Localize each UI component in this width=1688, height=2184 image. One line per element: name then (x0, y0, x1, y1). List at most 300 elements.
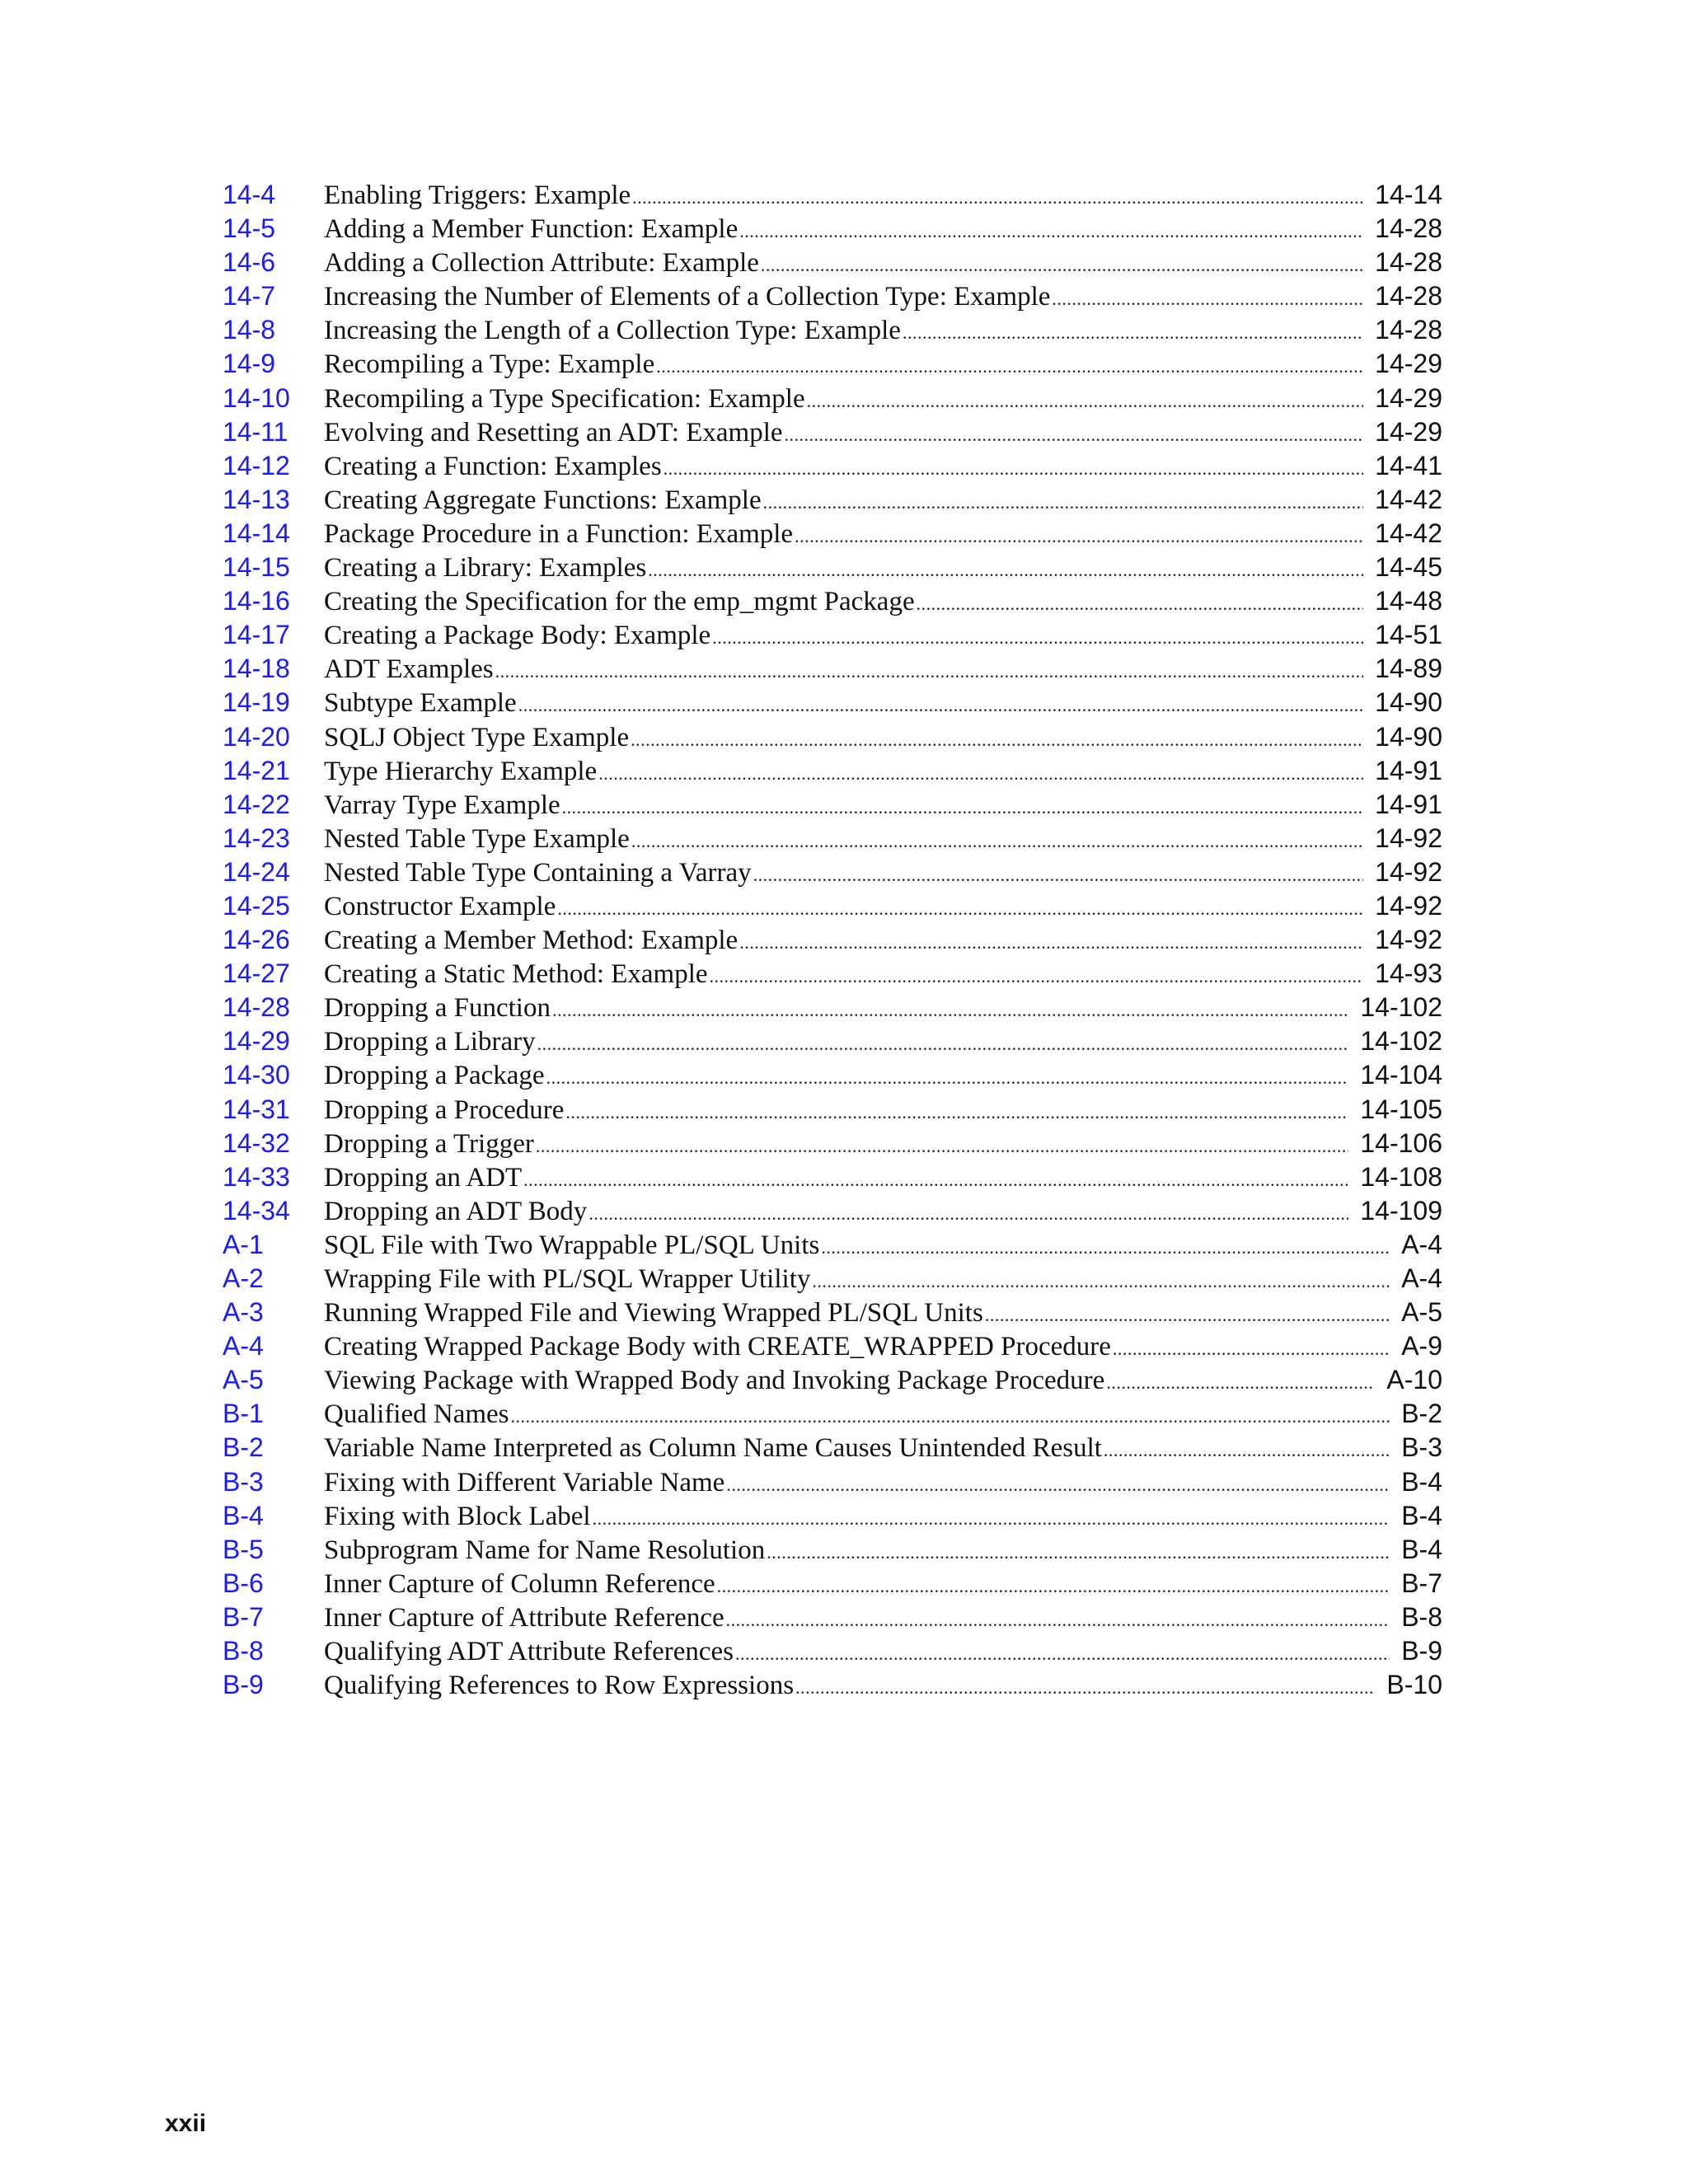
page-reference: B-4 (1401, 1500, 1442, 1530)
page-reference: 14-29 (1375, 382, 1442, 413)
dot-leader (598, 757, 1363, 790)
toc-entry-row (324, 483, 1442, 519)
example-number-link[interactable]: A-4 (223, 1331, 264, 1361)
example-number-link[interactable]: 14-19 (223, 687, 290, 718)
example-title: Qualifying ADT Attribute References (324, 1637, 734, 1667)
page-reference: A-4 (1401, 1263, 1442, 1293)
example-number-link[interactable]: A-3 (223, 1297, 264, 1328)
example-number-link[interactable]: 14-26 (223, 925, 290, 955)
example-title: Evolving and Resetting an ADT: Example (324, 417, 783, 448)
dot-leader (1113, 1332, 1390, 1366)
toc-entry-row (324, 1465, 1442, 1502)
dot-leader (985, 1298, 1390, 1332)
toc-entry-row (324, 889, 1442, 926)
example-number-link[interactable]: 14-28 (223, 992, 290, 1023)
example-title: Recompiling a Type Specification: Example (324, 383, 805, 414)
toc-entry (223, 1499, 1442, 1533)
example-title: Creating a Static Method: Example (324, 959, 708, 990)
dot-leader (917, 587, 1364, 621)
toc-entry-row (324, 313, 1442, 349)
toc-entry-row (324, 991, 1442, 1027)
toc-entry-link[interactable] (324, 1262, 1442, 1298)
example-number-link[interactable]: 14-27 (223, 958, 290, 989)
page-reference: 14-29 (1375, 416, 1442, 447)
page-reference: B-9 (1401, 1636, 1442, 1666)
page-reference: 14-14 (1375, 180, 1442, 209)
toc-entry (223, 382, 1442, 415)
page-reference: 14-92 (1375, 856, 1442, 887)
page-reference: 14-90 (1375, 721, 1442, 752)
example-title: Dropping an ADT (324, 1162, 523, 1193)
toc-entry-link[interactable] (324, 1465, 1442, 1502)
toc-entry-row (324, 1363, 1442, 1399)
page-reference: B-10 (1386, 1670, 1442, 1700)
toc-entry (223, 618, 1442, 652)
dot-leader (1106, 1366, 1375, 1399)
dot-leader (557, 892, 1363, 926)
toc-entry-row (324, 1160, 1442, 1197)
dot-leader (593, 1502, 1390, 1535)
toc-entry-row (324, 212, 1442, 248)
toc-entry-link[interactable] (324, 246, 1442, 282)
page-reference: 14-28 (1375, 281, 1442, 312)
example-number-link[interactable]: 14-14 (223, 518, 290, 548)
toc-entry-link[interactable] (324, 889, 1442, 926)
toc-entry-link[interactable] (324, 347, 1442, 383)
page-reference: A-5 (1401, 1297, 1442, 1328)
toc-entry-row (324, 1431, 1442, 1467)
page-reference: 14-92 (1375, 890, 1442, 921)
dot-leader (1104, 1433, 1390, 1467)
example-number-link[interactable]: 14-20 (223, 721, 290, 752)
toc-entry-link[interactable] (324, 1601, 1442, 1637)
example-number-link[interactable]: 14-22 (223, 789, 290, 819)
example-title: Creating a Member Method: Example (324, 926, 738, 956)
example-number-link[interactable]: 14-6 (223, 247, 276, 278)
example-number-link[interactable]: B-6 (223, 1568, 264, 1598)
example-title: Increasing the Length of a Collection Type: Example (324, 316, 901, 346)
toc-entry-link[interactable] (324, 1431, 1442, 1467)
toc-entry (223, 855, 1442, 889)
toc-entry-row (324, 347, 1442, 383)
toc-entry (223, 178, 1442, 212)
toc-entry (223, 822, 1442, 855)
example-number-link[interactable]: 14-5 (223, 213, 276, 244)
toc-entry (223, 991, 1442, 1024)
toc-entry (223, 686, 1442, 719)
toc-entry-link[interactable] (324, 991, 1442, 1027)
example-title: Varray Type Example (324, 790, 560, 820)
page-reference: 14-106 (1360, 1127, 1442, 1158)
example-number-link[interactable]: B-3 (223, 1466, 264, 1497)
dot-leader (726, 1603, 1390, 1637)
example-number-link[interactable]: B-7 (223, 1601, 264, 1632)
page-reference: 14-42 (1375, 518, 1442, 548)
toc-entry (223, 1601, 1442, 1634)
example-title: Variable Name Interpreted as Column Name Causes Unintended Result (324, 1433, 1102, 1464)
toc-entry (223, 754, 1442, 788)
example-number-link[interactable]: 14-16 (223, 586, 290, 616)
example-title: Package Procedure in a Function: Example (324, 518, 794, 549)
example-title: SQLJ Object Type Example (324, 722, 630, 752)
example-title: Adding a Member Function: Example (324, 214, 738, 245)
example-title: Inner Capture of Attribute Reference (324, 1602, 724, 1633)
example-number-link[interactable]: 14-7 (223, 281, 276, 312)
page-reference: 14-104 (1360, 1060, 1442, 1090)
dot-leader (785, 418, 1364, 452)
toc-entry-row (324, 246, 1442, 282)
toc-entry (223, 449, 1442, 483)
toc-entry (223, 957, 1442, 991)
toc-entry-link[interactable] (324, 313, 1442, 349)
toc-entry-link[interactable] (324, 754, 1442, 790)
example-title: Viewing Package with Wrapped Body and Invoking Package Procedure (324, 1366, 1105, 1396)
toc-entry-row (324, 382, 1442, 418)
dot-leader (562, 790, 1364, 824)
toc-entry-link[interactable] (324, 720, 1442, 757)
toc-entry-link[interactable] (324, 1533, 1442, 1569)
toc-entry-link[interactable] (324, 1093, 1442, 1129)
toc-entry-row (324, 1668, 1442, 1704)
page-reference: 14-29 (1375, 349, 1442, 379)
example-title: Dropping a Function (324, 993, 551, 1024)
toc-entry-link[interactable] (324, 279, 1442, 316)
page-reference: B-7 (1401, 1568, 1442, 1598)
example-number-link[interactable]: A-1 (223, 1229, 264, 1259)
page-reference: 14-109 (1360, 1195, 1442, 1226)
toc-entry (223, 212, 1442, 246)
page-reference: A-9 (1401, 1331, 1442, 1361)
example-title: Subtype Example (324, 688, 517, 719)
example-title: Wrapping File with PL/SQL Wrapper Utility (324, 1264, 811, 1294)
example-title: Adding a Collection Attribute: Example (324, 248, 759, 279)
page-reference: 14-45 (1375, 552, 1442, 583)
toc-list (223, 178, 1442, 1702)
example-number-link[interactable]: B-5 (223, 1534, 264, 1564)
page-reference: 14-92 (1375, 925, 1442, 955)
page-reference: 14-102 (1360, 992, 1442, 1023)
dot-leader (648, 553, 1363, 587)
toc-entry-link[interactable] (324, 1634, 1442, 1671)
toc-entry-link[interactable] (324, 1329, 1442, 1366)
example-number-link[interactable]: B-1 (223, 1399, 264, 1429)
toc-entry-row (324, 279, 1442, 316)
toc-entry (223, 1296, 1442, 1329)
example-title: Qualified Names (324, 1399, 509, 1430)
toc-entry-link[interactable] (324, 178, 1442, 214)
toc-entry-row (324, 1127, 1442, 1163)
page-reference: A-10 (1386, 1365, 1442, 1395)
dot-leader (631, 824, 1363, 858)
toc-entry-row (324, 1397, 1442, 1433)
toc-entry (223, 1024, 1442, 1058)
toc-entry (223, 1533, 1442, 1567)
toc-entry (223, 551, 1442, 584)
toc-entry-row (324, 517, 1442, 553)
toc-entry-link[interactable] (324, 382, 1442, 418)
example-number-link[interactable]: 14-8 (223, 315, 276, 345)
toc-entry-link[interactable] (324, 1160, 1442, 1197)
example-title: Dropping a Trigger (324, 1128, 534, 1159)
toc-entry-link[interactable] (324, 686, 1442, 722)
dot-leader (753, 858, 1363, 892)
page-reference: B-4 (1401, 1534, 1442, 1564)
example-title: Creating Aggregate Functions: Example (324, 485, 762, 515)
page-reference: 14-28 (1375, 247, 1442, 278)
toc-entry-row (324, 1499, 1442, 1535)
toc-entry-link[interactable] (324, 1296, 1442, 1332)
page-reference: 14-48 (1375, 586, 1442, 616)
example-number-link[interactable]: 14-4 (223, 180, 276, 209)
toc-entry-link[interactable] (324, 1499, 1442, 1535)
toc-entry-link[interactable] (324, 957, 1442, 993)
dot-leader (546, 1061, 1349, 1094)
toc-entry-row (324, 822, 1442, 858)
toc-entry-row (324, 1228, 1442, 1264)
dot-leader (726, 1468, 1390, 1502)
example-number-link[interactable]: 14-12 (223, 450, 290, 480)
example-number-link[interactable]: B-4 (223, 1500, 264, 1530)
example-title: Dropping an ADT Body (324, 1196, 588, 1226)
toc-entry-link[interactable] (324, 584, 1442, 621)
toc-entry (223, 923, 1442, 957)
example-number-link[interactable]: 14-30 (223, 1060, 290, 1090)
example-number-link[interactable]: 14-9 (223, 349, 276, 379)
dot-leader (795, 519, 1363, 553)
example-number-link[interactable]: 14-25 (223, 890, 290, 921)
toc-entry-row (324, 1093, 1442, 1129)
toc-entry-row (324, 1262, 1442, 1298)
dot-leader (717, 1569, 1390, 1603)
toc-entry (223, 483, 1442, 517)
toc-entry-row (324, 178, 1442, 214)
dot-leader (763, 485, 1364, 519)
example-number-link[interactable]: 14-11 (223, 416, 288, 447)
example-title: Type Hierarchy Example (324, 756, 598, 786)
toc-entry-row (324, 652, 1442, 688)
dot-leader (903, 316, 1363, 349)
toc-entry-link[interactable] (324, 1127, 1442, 1163)
example-number-link[interactable]: 14-24 (223, 856, 290, 887)
example-title: Dropping a Procedure (324, 1094, 565, 1125)
page-reference: B-2 (1401, 1399, 1442, 1429)
example-title: Recompiling a Type: Example (324, 349, 655, 380)
toc-entry (223, 1329, 1442, 1363)
dot-leader (537, 1027, 1349, 1061)
dot-leader (523, 1163, 1348, 1197)
toc-entry (223, 279, 1442, 313)
toc-entry-link[interactable] (324, 822, 1442, 858)
toc-entry (223, 1634, 1442, 1668)
page-reference: 14-51 (1375, 620, 1442, 650)
toc-entry-link[interactable] (324, 788, 1442, 824)
dot-leader (761, 248, 1363, 282)
toc-entry-row (324, 1634, 1442, 1671)
toc-entry-row (324, 551, 1442, 587)
dot-leader (511, 1399, 1390, 1433)
page-reference: B-3 (1401, 1432, 1442, 1463)
toc-entry (223, 1058, 1442, 1092)
toc-entry-link[interactable] (324, 1194, 1442, 1230)
toc-entry-row (324, 754, 1442, 790)
toc-entry-row (324, 1329, 1442, 1366)
toc-entry-link[interactable] (324, 1058, 1442, 1094)
example-number-link[interactable]: 14-17 (223, 620, 290, 650)
toc-entry-row (324, 1024, 1442, 1061)
toc-entry (223, 1397, 1442, 1431)
example-number-link[interactable]: 14-15 (223, 552, 290, 583)
toc-entry-link[interactable] (324, 517, 1442, 553)
toc-entry (223, 1431, 1442, 1465)
example-title: Fixing with Block Label (324, 1501, 591, 1531)
example-number-link[interactable]: B-8 (223, 1636, 264, 1666)
toc-entry-link[interactable] (324, 1363, 1442, 1399)
example-number-link[interactable]: 14-33 (223, 1161, 290, 1192)
toc-entry (223, 1194, 1442, 1228)
example-number-link[interactable]: 14-29 (223, 1026, 290, 1057)
dot-leader (767, 1535, 1390, 1569)
toc-entry-row (324, 1601, 1442, 1637)
dot-leader (552, 993, 1348, 1027)
dot-leader (632, 180, 1363, 214)
toc-entry-row (324, 923, 1442, 959)
example-title: Enabling Triggers: Example (324, 180, 631, 210)
page-reference: 14-108 (1360, 1161, 1442, 1192)
dot-leader (495, 654, 1364, 688)
toc-entry-link[interactable] (324, 618, 1442, 654)
dot-leader (588, 1197, 1348, 1230)
toc-entry-row (324, 1567, 1442, 1603)
toc-entry (223, 652, 1442, 686)
page-reference: 14-102 (1360, 1026, 1442, 1057)
example-number-link[interactable]: 14-21 (223, 755, 290, 785)
dot-leader (663, 452, 1363, 485)
page-reference: 14-90 (1375, 687, 1442, 718)
toc-entry (223, 1465, 1442, 1499)
dot-leader (565, 1095, 1348, 1129)
toc-entry-link[interactable] (324, 923, 1442, 959)
toc-entry-link[interactable] (324, 855, 1442, 892)
example-number-link[interactable]: A-5 (223, 1365, 264, 1395)
toc-entry-row (324, 618, 1442, 654)
toc-entry-link[interactable] (324, 415, 1442, 452)
toc-entry (223, 313, 1442, 347)
example-number-link[interactable]: 14-34 (223, 1195, 290, 1226)
example-title: Creating a Function: Examples (324, 451, 662, 481)
example-title: Dropping a Package (324, 1061, 545, 1091)
example-title: Fixing with Different Variable Name (324, 1467, 725, 1497)
page-reference: B-4 (1401, 1466, 1442, 1497)
example-title: Creating a Library: Examples (324, 553, 647, 583)
example-number-link[interactable]: 14-10 (223, 382, 290, 413)
toc-entry (223, 1127, 1442, 1160)
toc-entry-row (324, 1058, 1442, 1094)
page-number: xxii (165, 2110, 207, 2137)
dot-leader (710, 959, 1364, 993)
example-title: Dropping a Library (324, 1027, 536, 1057)
toc-entry-row (324, 957, 1442, 993)
toc-entry (223, 246, 1442, 279)
page-reference: 14-28 (1375, 213, 1442, 244)
toc-entry-row (324, 415, 1442, 452)
example-number-link[interactable]: 14-31 (223, 1094, 290, 1124)
toc-entry (223, 1668, 1442, 1702)
toc-entry (223, 347, 1442, 381)
toc-entry-row (324, 1533, 1442, 1569)
page-reference: 14-41 (1375, 450, 1442, 480)
page-reference: 14-28 (1375, 315, 1442, 345)
dot-leader (739, 926, 1363, 959)
example-number-link[interactable]: 14-18 (223, 654, 290, 684)
example-number-link[interactable]: A-2 (223, 1263, 264, 1293)
example-title: Inner Capture of Column Reference (324, 1568, 715, 1599)
dot-leader (795, 1671, 1375, 1704)
dot-leader (518, 688, 1363, 722)
page-reference: 14-42 (1375, 484, 1442, 514)
example-number-link[interactable]: 14-23 (223, 823, 290, 853)
page-reference: 14-93 (1375, 958, 1442, 989)
toc-entry-link[interactable] (324, 1397, 1442, 1433)
toc-entry (223, 517, 1442, 551)
toc-entry (223, 788, 1442, 822)
dot-leader (821, 1230, 1390, 1264)
toc-entry (223, 1363, 1442, 1397)
example-number-link[interactable]: B-9 (223, 1670, 264, 1700)
example-number-link[interactable]: 14-13 (223, 484, 290, 514)
page-reference: 14-89 (1375, 654, 1442, 684)
toc-entry-link[interactable] (324, 1024, 1442, 1061)
toc-entry-row (324, 686, 1442, 722)
example-title: Subprogram Name for Name Resolution (324, 1535, 766, 1565)
toc-entry (223, 1228, 1442, 1262)
example-title: ADT Examples (324, 654, 494, 685)
dot-leader (739, 214, 1363, 248)
toc-entry-row (324, 1194, 1442, 1230)
toc-entry (223, 889, 1442, 923)
page-reference: 14-91 (1375, 789, 1442, 819)
page-reference: 14-92 (1375, 823, 1442, 853)
toc-entry-row (324, 584, 1442, 621)
toc-entry-link[interactable] (324, 212, 1442, 248)
toc-entry (223, 584, 1442, 618)
dot-leader (1052, 282, 1363, 316)
example-title: Qualifying References to Row Expressions (324, 1671, 795, 1701)
toc-entry-link[interactable] (324, 483, 1442, 519)
dot-leader (656, 349, 1363, 383)
example-title: Nested Table Type Containing a Varray (324, 857, 752, 888)
page-reference: 14-105 (1360, 1094, 1442, 1124)
toc-entry-link[interactable] (324, 652, 1442, 688)
example-title: Creating a Package Body: Example (324, 621, 711, 651)
page-reference: B-8 (1401, 1601, 1442, 1632)
example-title: Running Wrapped File and Viewing Wrapped PL/SQL Units (324, 1298, 983, 1329)
toc-entry-link[interactable] (324, 1567, 1442, 1603)
toc-entry-link[interactable] (324, 551, 1442, 587)
toc-entry (223, 1262, 1442, 1296)
example-title: SQL File with Two Wrappable PL/SQL Units (324, 1230, 820, 1260)
example-title: Creating Wrapped Package Body with CREATE_WRAPPED Procedure (324, 1332, 1111, 1362)
example-number-link[interactable]: B-2 (223, 1432, 264, 1463)
toc-entry-link[interactable] (324, 449, 1442, 485)
toc-entry-link[interactable] (324, 1228, 1442, 1264)
example-title: Nested Table Type Example (324, 823, 630, 854)
toc-entry (223, 1160, 1442, 1194)
example-number-link[interactable]: 14-32 (223, 1127, 290, 1158)
toc-entry-row (324, 855, 1442, 892)
toc-entry-row (324, 449, 1442, 485)
toc-entry-link[interactable] (324, 1668, 1442, 1704)
page-reference: 14-91 (1375, 755, 1442, 785)
